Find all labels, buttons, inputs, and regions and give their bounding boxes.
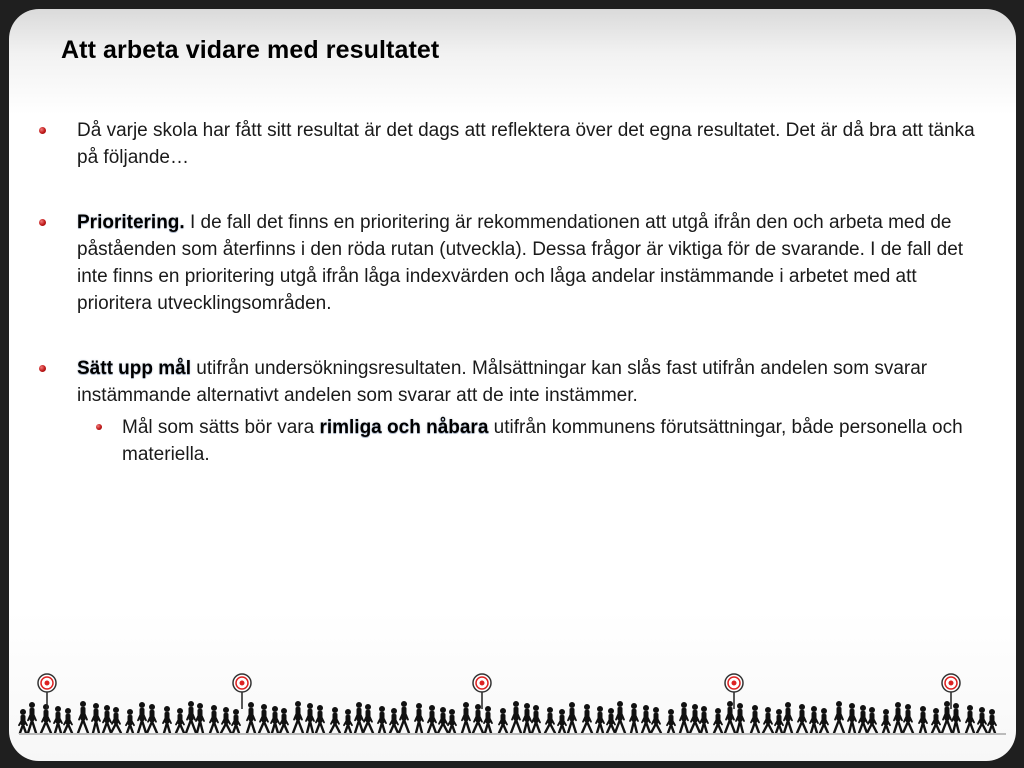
walking-person-icon <box>259 704 269 733</box>
walking-person-icon <box>210 705 218 733</box>
walking-person-icon <box>797 704 807 733</box>
walking-person-icon <box>582 704 592 733</box>
walking-person-icon <box>186 701 196 733</box>
walking-person-icon <box>280 708 288 733</box>
walking-person-icon <box>232 709 240 733</box>
walking-person-icon <box>428 705 436 733</box>
walking-person-icon <box>415 703 423 733</box>
walking-person-icon <box>147 704 157 733</box>
crowd-silhouettes <box>19 701 1006 735</box>
walking-person-icon <box>867 707 877 733</box>
bullet-text: I de fall det finns en prioritering är rekommendationen att utgå ifrån den och arbeta med de påståenden som återfinns i den röda rutan (utveckla). Dessa frågor är viktiga för de svarande. I de fall det inte finns en prioritering utgå ifrån låga indexvärden och låga andelar instämmande i arbetet med att prioritera utvecklingsområden. <box>77 212 964 314</box>
bullet-dot-icon <box>39 127 46 134</box>
walking-person-icon <box>271 706 279 733</box>
walking-person-icon <box>247 702 255 733</box>
walking-person-icon <box>784 702 792 733</box>
bullet-text: Då varje skola har fått sitt resultat är det dags att reflektera över det egna resultatet. Det är då bra att tänka på följande… <box>77 120 975 168</box>
walking-person-icon <box>176 708 184 733</box>
walking-person-icon <box>680 702 688 733</box>
walking-person-icon <box>523 703 531 733</box>
walking-person-icon <box>378 706 386 733</box>
slide <box>9 9 1016 761</box>
walking-person-icon <box>977 707 987 733</box>
walking-person-icon <box>448 709 456 733</box>
walking-person-icon <box>163 706 171 733</box>
walking-person-icon <box>714 708 722 733</box>
walking-person-icon <box>903 704 913 733</box>
walking-person-icon <box>820 708 828 733</box>
walking-person-icon <box>667 709 675 733</box>
bullet-heading: Prioritering. <box>77 212 185 233</box>
bullet-heading: Sätt upp mål <box>77 358 192 379</box>
target-icon <box>38 674 56 709</box>
walking-person-icon <box>690 704 700 733</box>
walking-person-icon <box>932 708 940 733</box>
walking-person-icon <box>700 706 708 733</box>
sub-bullet-emphasis: rimliga och nåbara <box>319 417 489 438</box>
walking-person-icon <box>919 706 927 733</box>
sub-bullet-text-after: utifrån kommunens förutsättningar, både personella och materiella. <box>122 417 963 465</box>
walking-person-icon <box>568 702 576 733</box>
walking-person-icon <box>111 707 121 733</box>
sub-bullet-item <box>77 414 994 468</box>
walking-person-icon <box>848 703 856 733</box>
walking-person-icon <box>558 709 566 733</box>
walking-person-icon <box>810 706 818 733</box>
bullet-item-intro <box>39 117 994 171</box>
walking-person-icon <box>92 703 100 733</box>
walking-person-icon <box>894 702 902 733</box>
walking-person-icon <box>41 704 51 733</box>
walking-person-icon <box>390 708 398 733</box>
walking-person-icon <box>438 707 448 733</box>
walking-person-icon <box>859 705 867 733</box>
ground-shadow <box>19 733 1006 735</box>
walking-person-icon <box>344 709 352 733</box>
walking-person-icon <box>630 703 638 733</box>
walking-person-icon <box>355 702 363 733</box>
walking-person-icon <box>763 707 773 733</box>
walking-person-icon <box>28 702 36 733</box>
walking-person-icon <box>196 703 204 733</box>
walking-person-icon <box>499 708 507 733</box>
walking-person-icon <box>484 706 492 733</box>
walking-person-icon <box>966 705 974 733</box>
target-icon-group <box>38 674 960 709</box>
walking-person-icon <box>103 705 111 733</box>
walking-person-icon <box>316 705 324 733</box>
walking-person-icon <box>651 707 661 733</box>
walking-person-icon <box>126 709 134 733</box>
bullet-item-satt-upp-mal <box>39 355 994 468</box>
bullet-text: utifrån undersökningsresultaten. Målsättningar kan slås fast utifrån andelen som svarar instämmande alternativt andelen som svarar att de inte instämmer. <box>77 358 928 406</box>
bullet-item-prioritering <box>39 209 994 317</box>
bullet-dot-icon <box>39 219 46 226</box>
bullet-list <box>39 117 994 468</box>
walking-person-icon <box>751 705 759 733</box>
walking-person-icon <box>607 708 615 733</box>
walking-person-icon <box>330 707 340 733</box>
walking-person-icon <box>293 701 303 733</box>
walking-person-icon <box>306 703 314 733</box>
bullet-dot-icon <box>39 365 46 372</box>
walking-person-icon <box>19 709 27 733</box>
walking-person-icon <box>64 708 72 733</box>
walking-person-icon <box>736 703 744 733</box>
walking-person-icon <box>78 701 88 733</box>
walking-person-icon <box>54 706 62 733</box>
sub-bullet-dot-icon <box>96 424 102 430</box>
walking-people-footer <box>9 669 1016 739</box>
walking-person-icon <box>988 709 996 733</box>
walking-person-icon <box>596 706 604 733</box>
walking-person-icon <box>511 701 521 733</box>
walking-person-icon <box>882 709 890 733</box>
walking-person-icon <box>532 705 540 733</box>
sub-bullet-text-before: Mål som sätts bör vara <box>122 417 320 438</box>
walking-person-icon <box>834 701 844 733</box>
walking-person-icon <box>615 701 625 733</box>
walking-person-icon <box>399 701 409 733</box>
walking-person-icon <box>363 704 373 733</box>
slide-title: Att arbeta vidare med resultatet <box>61 36 440 64</box>
target-icon <box>473 674 491 709</box>
walking-person-icon <box>775 709 783 733</box>
walking-person-icon <box>138 702 146 733</box>
walking-person-icon <box>221 707 231 733</box>
walking-person-icon <box>642 705 650 733</box>
walking-person-icon <box>952 703 960 733</box>
walking-person-icon <box>545 707 555 733</box>
walking-person-icon <box>462 702 470 733</box>
